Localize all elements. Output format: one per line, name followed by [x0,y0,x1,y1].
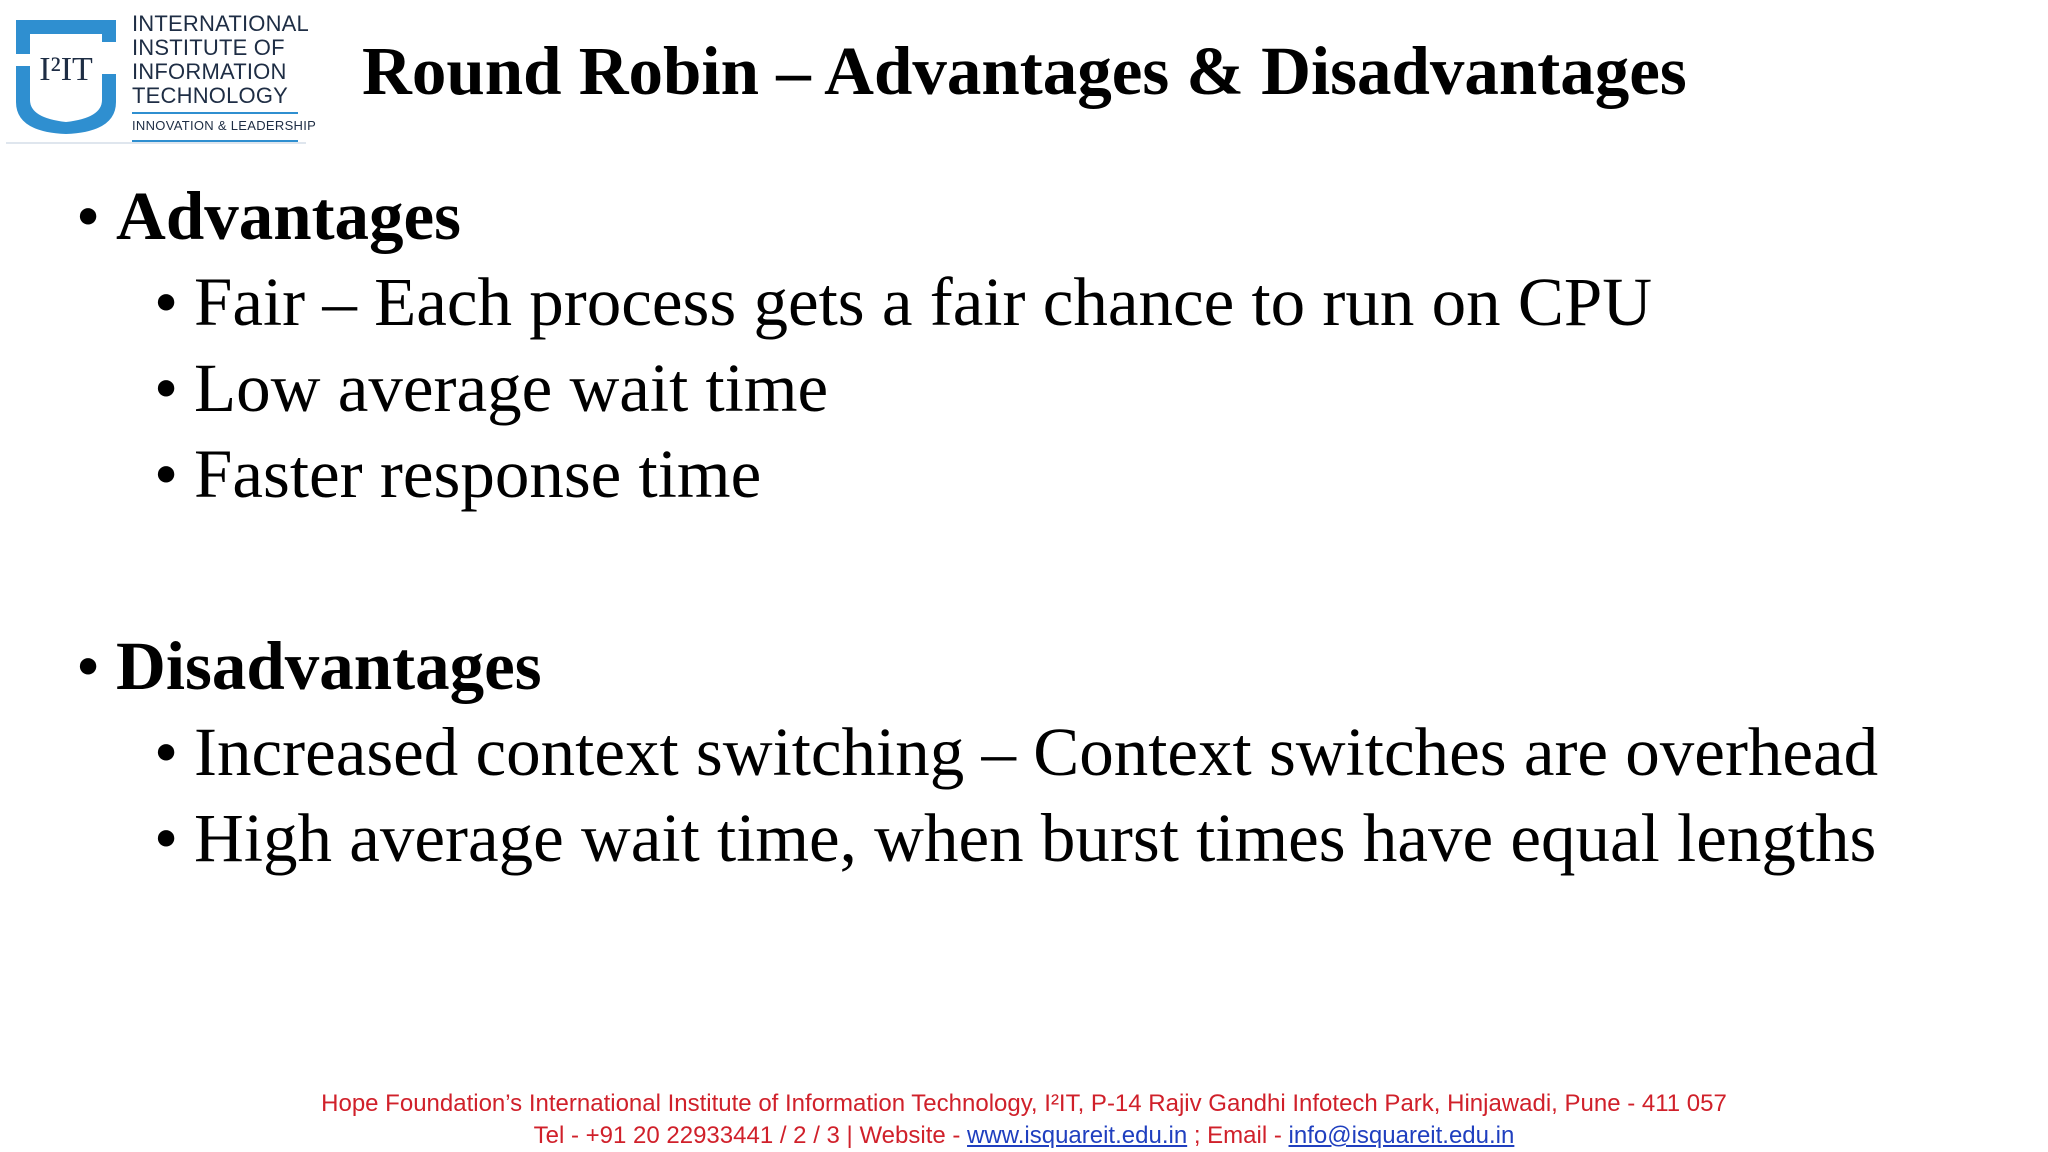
bullet-icon: • [154,436,179,512]
bullet-icon: • [76,628,101,704]
footer-phone: Tel - +91 20 22933441 / 2 / 3 | Website - [533,1122,968,1149]
bullet-icon: • [154,264,179,340]
footer-address: Hope Foundation’s International Institute of Information Technology, I²IT, P-14 Rajiv Gandhi Infotech Park, Hinjawadi, Pune - 411 057 [321,1090,1727,1117]
footer-email-label: ; Email - [1187,1122,1289,1149]
logo-wordmark [132,12,309,108]
footer-contact [0,1120,2048,1152]
logo-divider [132,140,298,142]
i2it-logo-mark-icon [10,14,122,136]
footer [0,1088,2048,1152]
list-item [154,262,1652,342]
list-item [154,798,1876,878]
slide-title: Round Robin – Advantages & Disadvantages [362,33,1687,109]
list-item-text: High average wait time, when burst times have equal lengths [194,800,1877,876]
logo-line: INSTITUTE OF [132,35,285,60]
section-heading-advantages [76,176,461,256]
section-heading-label: Disadvantages [116,628,542,704]
bullet-icon: • [154,714,179,790]
section-heading-disadvantages [76,626,542,706]
list-item [154,348,828,428]
bullet-icon: • [76,178,101,254]
bullet-icon: • [154,800,179,876]
logo-line: TECHNOLOGY [132,83,289,108]
svg-text:I²IT: I²IT [39,51,93,88]
list-item-text: Increased context switching – Context switches are overhead [194,714,1879,790]
bullet-icon: • [154,350,179,426]
email-link[interactable]: info@isquareit.edu.in [1288,1122,1515,1149]
website-link[interactable]: www.isquareit.edu.in [967,1122,1188,1149]
list-item [154,434,761,514]
list-item-text: Fair – Each process gets a fair chance to run on CPU [194,264,1653,340]
logo-tagline: INNOVATION & LEADERSHIP [132,118,317,133]
list-item [154,712,1878,792]
logo-line: INFORMATION [132,59,287,84]
logo-divider [132,112,298,114]
logo-line: INTERNATIONAL [132,11,309,36]
list-item-text: Faster response time [194,436,762,512]
list-item-text: Low average wait time [194,350,829,426]
section-heading-label: Advantages [116,178,462,254]
institute-logo [6,8,317,144]
